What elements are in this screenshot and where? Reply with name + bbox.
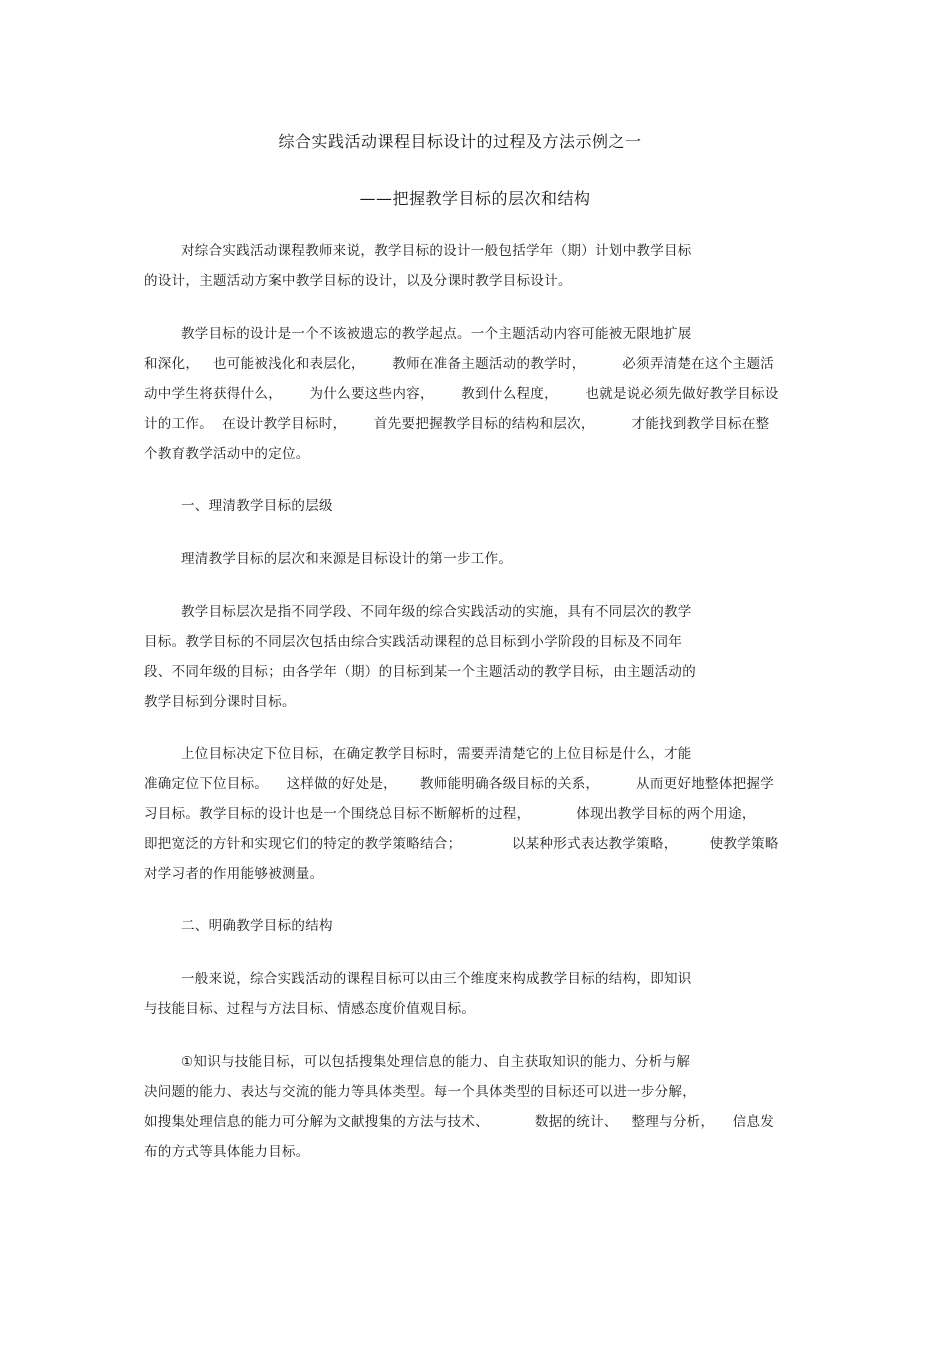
section-heading: 二、明确教学目标的结构	[181, 918, 333, 934]
paragraph-line: 的设计，主题活动方案中教学目标的设计，以及分课时教学目标设计。	[144, 273, 572, 289]
paragraph-line: 与技能目标、过程与方法目标、情感态度价值观目标。	[144, 1001, 476, 1017]
paragraph-line: 段、不同年级的目标；由各学年（期）的目标到某一个主题活动的教学目标，由主题活动的	[144, 664, 696, 680]
paragraph-line: 对学习者的作用能够被测量。	[144, 866, 324, 882]
paragraph-line: 动中学生将获得什么， 为什么要这些内容， 教到什么程度， 也就是说必须先做好教学目标设	[144, 386, 779, 402]
paragraph-line: 个教育教学活动中的定位。	[144, 446, 310, 462]
paragraph-line: ①知识与技能目标，可以包括搜集处理信息的能力、自主获取知识的能力、分析与解	[181, 1054, 691, 1070]
paragraph-line: 准确定位下位目标。 这样做的好处是， 教师能明确各级目标的关系， 从而更好地整体把握学	[144, 776, 775, 792]
paragraph-line: 即把宽泛的方针和实现它们的特定的教学策略结合； 以某种形式表达教学策略， 使教学策略	[144, 836, 779, 852]
paragraph-line: 习目标。教学目标的设计也是一个围绕总目标不断解析的过程， 体现出教学目标的两个用途，	[144, 806, 756, 822]
paragraph-line: 教学目标层次是指不同学段、不同年级的综合实践活动的实施，具有不同层次的教学	[181, 604, 692, 620]
paragraph-line: 布的方式等具体能力目标。	[144, 1144, 310, 1160]
paragraph-line: 理清教学目标的层次和来源是目标设计的第一步工作。	[181, 551, 513, 567]
paragraph-line: 上位目标决定下位目标，在确定教学目标时，需要弄清楚它的上位目标是什么，才能	[181, 746, 692, 762]
document-subtitle: ——把握教学目标的层次和结构	[359, 189, 591, 208]
paragraph-line: 一般来说，综合实践活动的课程目标可以由三个维度来构成教学目标的结构，即知识	[181, 971, 692, 987]
paragraph-line: 如搜集处理信息的能力可分解为文献搜集的方法与技术、 数据的统计、 整理与分析， 信息发	[144, 1114, 775, 1130]
paragraph-line: 教学目标到分课时目标。	[144, 694, 296, 710]
paragraph-line: 教学目标的设计是一个不该被遗忘的教学起点。一个主题活动内容可能被无限地扩展	[181, 326, 692, 342]
paragraph-line: 和深化， 也可能被浅化和表层化， 教师在准备主题活动的教学时， 必须弄清楚在这个主题活	[144, 356, 775, 372]
paragraph-line: 决问题的能力、表达与交流的能力等具体类型。每一个具体类型的目标还可以进一步分解，	[144, 1084, 696, 1100]
paragraph-line: 计的工作。 在设计教学目标时， 首先要把握教学目标的结构和层次， 才能找到教学目标在整	[144, 416, 770, 432]
section-heading: 一、理清教学目标的层级	[181, 498, 333, 514]
document-title: 综合实践活动课程目标设计的过程及方法示例之一	[278, 132, 642, 151]
paragraph-line: 对综合实践活动课程教师来说，教学目标的设计一般包括学年（期）计划中教学目标	[181, 243, 692, 259]
paragraph-line: 目标。教学目标的不同层次包括由综合实践活动课程的总目标到小学阶段的目标及不同年	[144, 634, 683, 650]
